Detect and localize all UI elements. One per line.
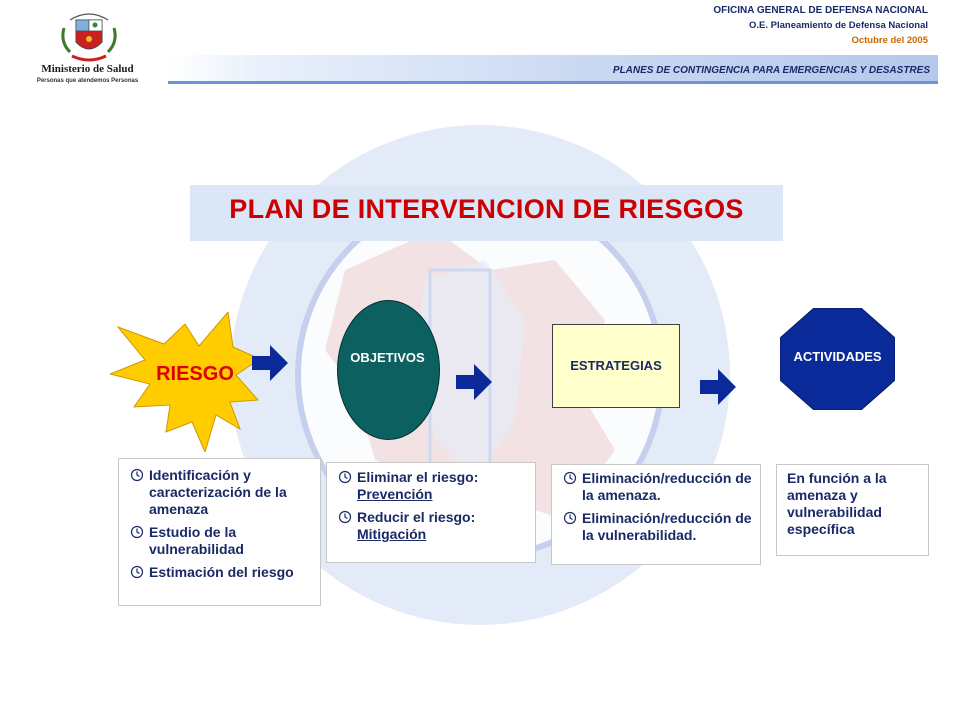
objetivos-label: OBJETIVOS bbox=[350, 350, 425, 365]
clock-bullet-icon bbox=[563, 511, 577, 525]
riesgo-items-list bbox=[130, 467, 318, 587]
arrow-right-icon bbox=[700, 367, 736, 407]
clock-bullet-icon bbox=[563, 471, 577, 485]
list-item bbox=[338, 509, 534, 543]
list-item bbox=[130, 524, 318, 558]
peru-coat-of-arms-logo bbox=[58, 6, 120, 66]
riesgo-item-text: Estudio de la vulnerabilidad bbox=[149, 524, 244, 557]
ministry-name: Ministerio de Salud bbox=[41, 63, 134, 75]
unit-name: O.E. Planeamiento de Defensa Nacional bbox=[749, 20, 928, 31]
ministry-tagline: Personas que atendemos Personas bbox=[36, 78, 139, 84]
actividades-description: En función a la amenaza y vulnerabilidad específica bbox=[787, 470, 887, 537]
estrategias-items-list bbox=[563, 470, 759, 550]
page-title: PLAN DE INTERVENCION DE RIESGOS bbox=[229, 194, 744, 224]
document-date: Octubre del 2005 bbox=[851, 35, 928, 46]
arrow-right-icon bbox=[456, 362, 492, 402]
list-item bbox=[563, 470, 759, 504]
estrategia-item-text: Eliminación/reducción de la amenaza. bbox=[582, 470, 752, 503]
clock-bullet-icon bbox=[338, 470, 352, 484]
objetivo-lead: Eliminar el riesgo: bbox=[357, 469, 479, 485]
objetivo-term: Mitigación bbox=[357, 526, 427, 542]
riesgo-item-text: Identificación y caracterización de la amenaza bbox=[149, 467, 287, 517]
list-item bbox=[338, 469, 534, 503]
objetivo-term: Prevención bbox=[357, 486, 433, 502]
arrow-right-icon bbox=[252, 343, 288, 383]
clock-bullet-icon bbox=[130, 468, 144, 482]
estrategia-item-text: Eliminación/reducción de la vulnerabilidad. bbox=[582, 510, 752, 543]
estrategias-label: ESTRATEGIAS bbox=[570, 358, 662, 373]
riesgo-item-text: Estimación del riesgo bbox=[149, 564, 294, 580]
list-item bbox=[563, 510, 759, 544]
riesgo-label: RIESGO bbox=[156, 363, 234, 385]
clock-bullet-icon bbox=[338, 510, 352, 524]
objetivos-items-list bbox=[338, 469, 534, 549]
clock-bullet-icon bbox=[130, 565, 144, 579]
banner-text: PLANES DE CONTINGENCIA PARA EMERGENCIAS Y DESASTRES bbox=[612, 65, 930, 76]
office-name: OFICINA GENERAL DE DEFENSA NACIONAL bbox=[713, 5, 928, 16]
objetivos-oval bbox=[337, 300, 440, 440]
list-item bbox=[130, 467, 318, 518]
list-item bbox=[130, 564, 318, 581]
actividades-label: ACTIVIDADES bbox=[793, 349, 882, 364]
objetivo-lead: Reducir el riesgo: bbox=[357, 509, 476, 525]
clock-bullet-icon bbox=[130, 525, 144, 539]
